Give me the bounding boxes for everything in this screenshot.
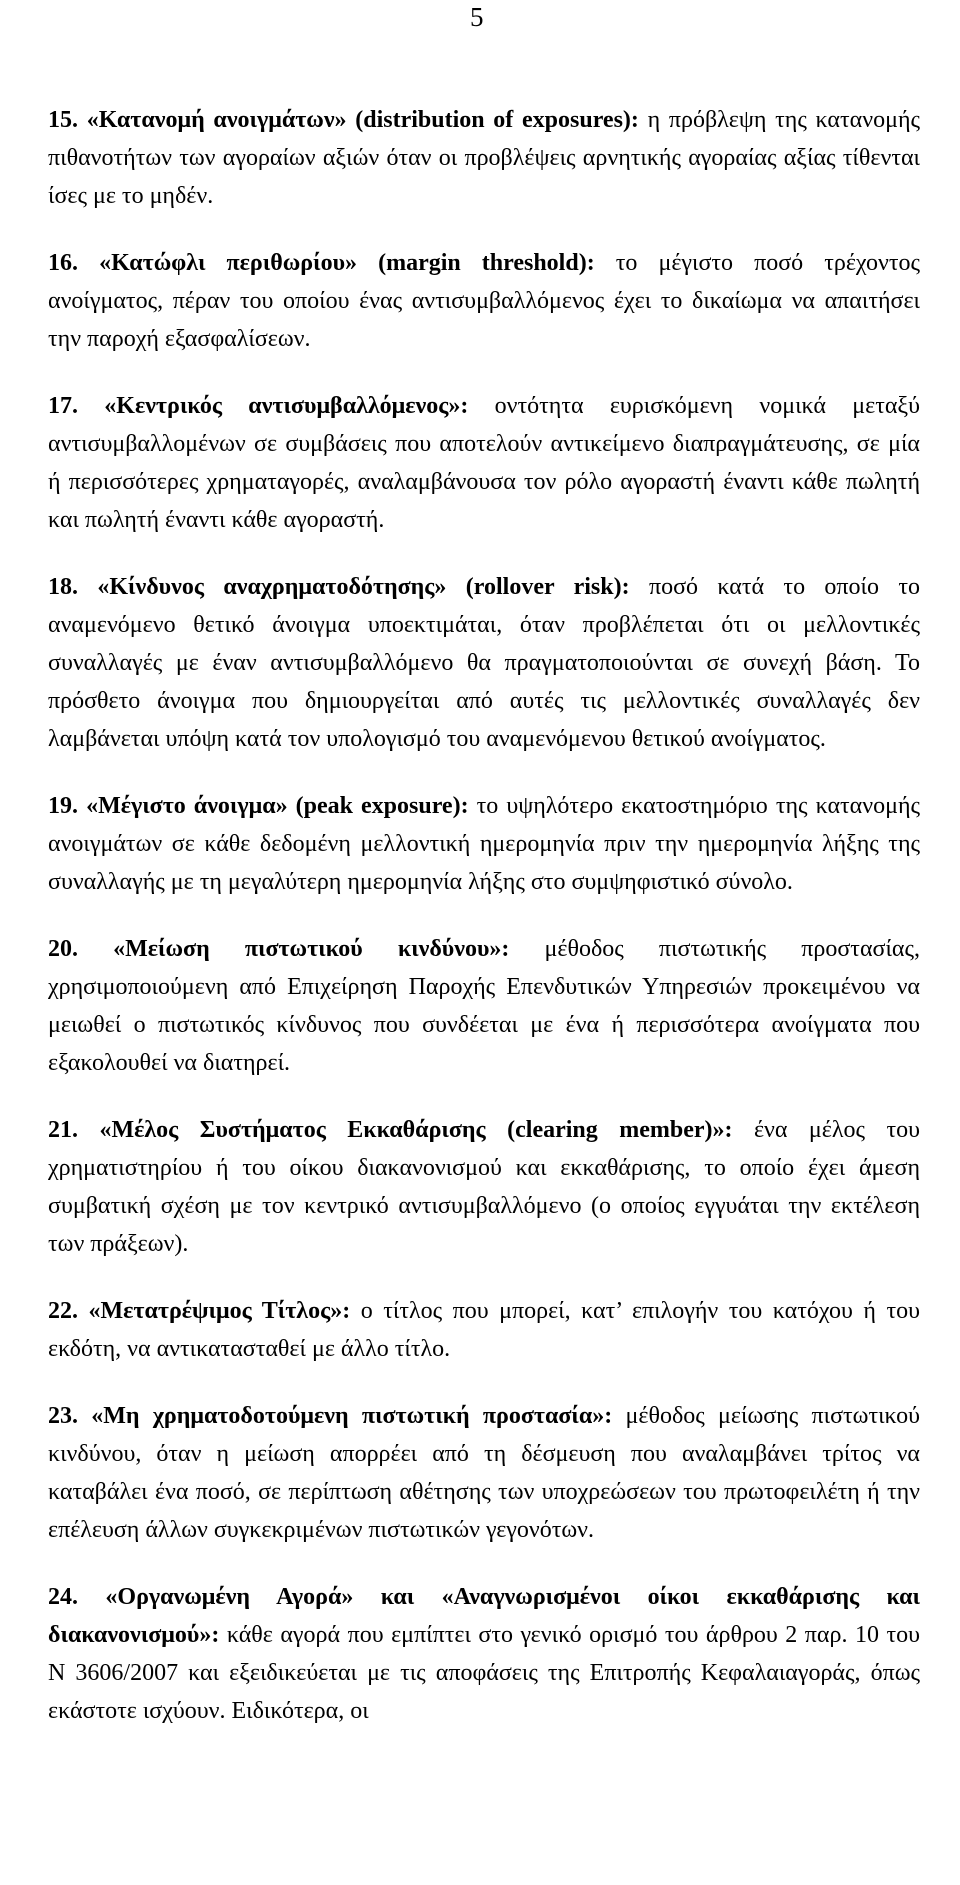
definition-21 [48, 1111, 920, 1263]
definition-number: 24. [48, 1584, 78, 1610]
definitions-list [48, 101, 920, 1759]
definition-text: μέθοδος μείωσης πιστωτικού κινδύνου, όταν η μείωση απορρέει από τη δέσμευση που αναλαμβάνει τρίτος να καταβάλει ένα ποσό, σε περίπτωση αθέτησης των υποχρεώσεων του πρωτοφειλέτη ή την επέλευση άλλων συγκεκριμένων πιστωτικών γεγονότων. [48, 1403, 920, 1543]
definition-term: «Οργανωμένη Αγορά» και «Αναγνωρισμένοι οίκοι εκκαθάρισης και διακανονισμού»: [48, 1584, 920, 1648]
definition-number: 20. [48, 936, 78, 962]
definition-text: ένα μέλος του χρηματιστηρίου ή του οίκου διακανονισμού και εκκαθάρισης, το οποίο έχει άμεση συμβατική σχέση με τον κεντρικό αντισυμβαλλόμενο (ο οποίος εγγυάται την εκτέλεση των πράξεων). [48, 1117, 921, 1257]
definition-22 [48, 1292, 920, 1368]
definition-term: «Κατανομή ανοιγμάτων» (distribution of exposures): [86, 107, 639, 133]
definition-19 [48, 787, 920, 901]
definition-text: η πρόβλεψη της κατανομής πιθανοτήτων των αγοραίων αξιών όταν οι προβλέψεις αρνητικής αγοραίας αξίας τίθενται ίσες με το μηδέν. [48, 107, 920, 209]
definition-term: «Μέλος Συστήματος Εκκαθάρισης (clearing member)»: [99, 1117, 733, 1143]
definition-term: «Μείωση πιστωτικού κινδύνου»: [113, 936, 510, 962]
definition-number: 22. [48, 1298, 78, 1324]
definition-term: «Μετατρέψιμος Τίτλος»: [88, 1298, 351, 1324]
definition-text: μέθοδος πιστωτικής προστασίας, χρησιμοποιούμενη από Επιχείρηση Παροχής Επενδυτικών Υπηρεσιών προκειμένου να μειωθεί ο πιστωτικός κίνδυνος που συνδέεται με ένα ή περισσότερα ανοίγματα που εξακολουθεί να διατηρεί. [48, 936, 920, 1076]
definition-24 [48, 1578, 920, 1730]
definition-term: «Μη χρηματοδοτούμενη πιστωτική προστασία»: [91, 1403, 613, 1429]
definition-number: 19. [48, 793, 78, 819]
definition-term: «Μέγιστο άνοιγμα» (peak exposure): [86, 793, 469, 819]
definition-term: «Κατώφλι περιθωρίου» (margin threshold): [99, 250, 595, 276]
definition-20 [48, 930, 920, 1082]
definition-number: 15. [48, 107, 78, 133]
definition-term: «Κεντρικός αντισυμβαλλόμενος»: [104, 393, 469, 419]
definition-text: οντότητα ευρισκόμενη νομικά μεταξύ αντισυμβαλλομένων σε συμβάσεις που αποτελούν αντικείμενο διαπραγμάτευσης, σε μία ή περισσότερες χρηματαγορές, αναλαμβάνουσα τον ρόλο αγοραστή έναντι κάθε πωλητή και πωλητή έναντι κάθε αγοραστή. [48, 393, 920, 533]
definition-number: 18. [48, 574, 78, 600]
page-number: 5 [470, 2, 484, 32]
definition-text: ο τίτλος που μπορεί, κατ’ επιλογήν του κατόχου ή του εκδότη, να αντικατασταθεί με άλλο τίτλο. [48, 1298, 920, 1362]
definition-text: ποσό κατά το οποίο το αναμενόμενο θετικό άνοιγμα υποεκτιμάται, όταν προβλέπεται ότι οι μελλοντικές συναλλαγές με έναν αντισυμβαλλόμενο θα πραγματοποιούνται σε συνεχή βάση. Το πρόσθετο άνοιγμα που δημιουργείται από αυτές τις μελλοντικές συναλλαγές δεν λαμβάνεται υπόψη κατά τον υπολογισμό του αναμενόμενου θετικού ανοίγματος. [48, 574, 921, 752]
definition-number: 17. [48, 393, 78, 419]
definition-18 [48, 568, 920, 758]
definition-text: το υψηλότερο εκατοστημόριο της κατανομής ανοιγμάτων σε κάθε δεδομένη μελλοντική ημερομηνία πριν την ημερομηνία λήξης της συναλλαγής με τη μεγαλύτερη ημερομηνία λήξης στο συμψηφιστικό σύνολο. [48, 793, 921, 895]
definition-number: 16. [48, 250, 78, 276]
definition-text: το μέγιστο ποσό τρέχοντος ανοίγματος, πέραν του οποίου ένας αντισυμβαλλόμενος έχει το δικαίωμα να απαιτήσει την παροχή εξασφαλίσεων. [48, 250, 921, 352]
definition-term: «Κίνδυνος αναχρηματοδότησης» (rollover risk): [97, 574, 630, 600]
definition-16 [48, 244, 920, 358]
definition-number: 23. [48, 1403, 78, 1429]
definition-text: κάθε αγορά που εμπίπτει στο γενικό ορισμό του άρθρου 2 παρ. 10 του Ν 3606/2007 και εξειδικεύεται με τις αποφάσεις της Επιτροπής Κεφαλαιαγοράς, όπως εκάστοτε ισχύουν. Ειδικότερα, οι [48, 1622, 920, 1724]
definition-15 [48, 101, 920, 215]
definition-number: 21. [48, 1117, 78, 1143]
definition-17 [48, 387, 920, 539]
definition-23 [48, 1397, 920, 1549]
